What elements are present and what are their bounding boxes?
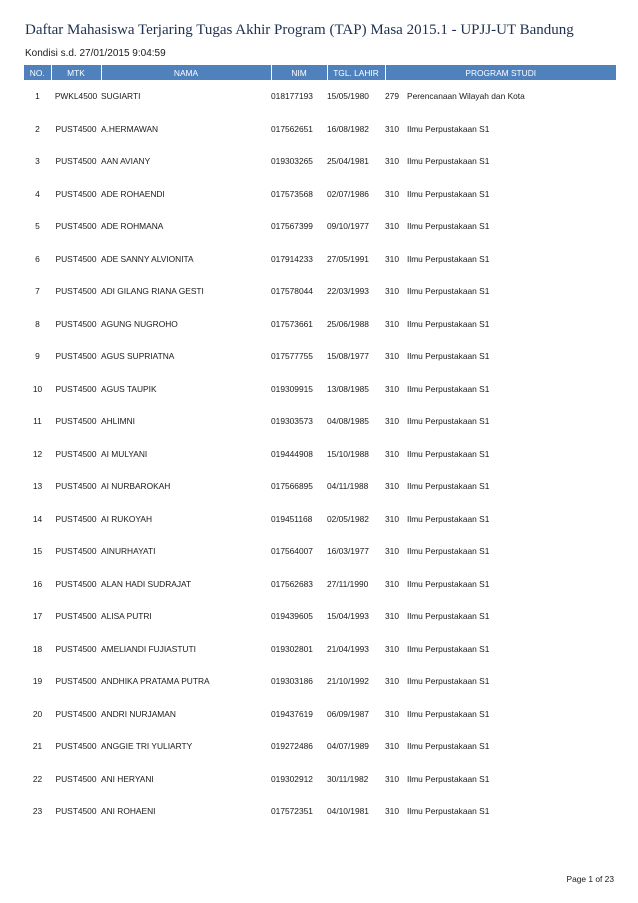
table-row <box>24 210 616 243</box>
row-number: 15 <box>32 546 43 557</box>
program-code: 310 <box>385 448 399 459</box>
row-nama: ADE ROHMANA <box>101 221 164 232</box>
row-nim: 019309915 <box>271 383 313 394</box>
table-row <box>24 763 616 796</box>
row-nim: 019303265 <box>271 156 313 167</box>
program-name: Ilmu Perpustakaan S1 <box>407 578 490 589</box>
row-tgl-lahir: 04/07/1989 <box>327 741 369 752</box>
row-nama: SUGIARTI <box>101 91 141 102</box>
column-header-nama: NAMA <box>101 65 271 80</box>
row-tgl-lahir: 13/08/1985 <box>327 383 369 394</box>
row-mtk: PUST4500 <box>55 383 97 394</box>
program-name: Ilmu Perpustakaan S1 <box>407 123 490 134</box>
row-nama: AI NURBAROKAH <box>101 481 171 492</box>
table-row <box>24 730 616 763</box>
column-header-program-studi: PROGRAM STUDI <box>385 65 616 80</box>
row-program-studi <box>385 438 616 471</box>
row-nama: AINURHAYATI <box>101 546 156 557</box>
row-number: 4 <box>35 188 40 199</box>
row-number: 2 <box>35 123 40 134</box>
program-code: 310 <box>385 806 399 817</box>
row-tgl-lahir: 15/04/1993 <box>327 611 369 622</box>
row-nama: ADE SANNY ALVIONITA <box>101 253 194 264</box>
row-nim: 017562683 <box>271 578 313 589</box>
program-code: 310 <box>385 318 399 329</box>
program-code: 310 <box>385 708 399 719</box>
row-program-studi <box>385 405 616 438</box>
row-nim: 018177193 <box>271 91 313 102</box>
row-nama: ANDHIKA PRATAMA PUTRA <box>101 676 210 687</box>
row-mtk: PUST4500 <box>55 351 97 362</box>
program-name: Ilmu Perpustakaan S1 <box>407 351 490 362</box>
row-nim: 019303186 <box>271 676 313 687</box>
program-code: 310 <box>385 676 399 687</box>
row-number: 1 <box>35 91 40 102</box>
program-name: Ilmu Perpustakaan S1 <box>407 481 490 492</box>
program-name: Ilmu Perpustakaan S1 <box>407 741 490 752</box>
row-mtk: PUST4500 <box>55 806 97 817</box>
row-nama: AMELIANDI FUJIASTUTI <box>101 643 196 654</box>
row-program-studi <box>385 210 616 243</box>
row-nama: A.HERMAWAN <box>101 123 159 134</box>
program-code: 310 <box>385 741 399 752</box>
program-name: Ilmu Perpustakaan S1 <box>407 383 490 394</box>
row-tgl-lahir: 15/05/1980 <box>327 91 369 102</box>
row-tgl-lahir: 25/06/1988 <box>327 318 369 329</box>
row-tgl-lahir: 15/10/1988 <box>327 448 369 459</box>
row-mtk: PUST4500 <box>55 221 97 232</box>
row-tgl-lahir: 27/11/1990 <box>327 578 369 589</box>
row-nim: 017914233 <box>271 253 313 264</box>
program-name: Ilmu Perpustakaan S1 <box>407 318 490 329</box>
table-row <box>24 568 616 601</box>
column-header-mtk: MTK <box>51 65 101 80</box>
program-name: Ilmu Perpustakaan S1 <box>407 773 490 784</box>
row-nama: AHLIMNI <box>101 416 135 427</box>
row-mtk: PUST4500 <box>55 416 97 427</box>
program-name: Ilmu Perpustakaan S1 <box>407 253 490 264</box>
row-tgl-lahir: 06/09/1987 <box>327 708 369 719</box>
row-nama: ADI GILANG RIANA GESTI <box>101 286 204 297</box>
table-row <box>24 275 616 308</box>
row-nama: ALISA PUTRI <box>101 611 152 622</box>
program-name: Ilmu Perpustakaan S1 <box>407 156 490 167</box>
row-nama: AGUS TAUPIK <box>101 383 157 394</box>
column-header-nim: NIM <box>271 65 327 80</box>
table-row <box>24 145 616 178</box>
row-program-studi <box>385 600 616 633</box>
row-nim: 017572351 <box>271 806 313 817</box>
program-code: 310 <box>385 773 399 784</box>
program-name: Ilmu Perpustakaan S1 <box>407 676 490 687</box>
program-code: 310 <box>385 546 399 557</box>
table-row <box>24 373 616 406</box>
row-nama: ANDRI NURJAMAN <box>101 708 176 719</box>
row-nama: AGUS SUPRIATNA <box>101 351 175 362</box>
table-row <box>24 243 616 276</box>
row-number: 14 <box>32 513 43 524</box>
program-code: 310 <box>385 123 399 134</box>
column-header-tgl-lahir: TGL. LAHIR <box>327 65 385 80</box>
row-mtk: PUST4500 <box>55 741 97 752</box>
row-number: 6 <box>35 253 40 264</box>
row-program-studi <box>385 698 616 731</box>
row-program-studi <box>385 633 616 666</box>
row-program-studi <box>385 568 616 601</box>
row-number: 23 <box>32 806 43 817</box>
row-tgl-lahir: 02/05/1982 <box>327 513 369 524</box>
program-code: 279 <box>385 91 399 102</box>
program-name: Ilmu Perpustakaan S1 <box>407 188 490 199</box>
row-nim: 019437619 <box>271 708 313 719</box>
row-nama: ANI ROHAENI <box>101 806 156 817</box>
row-tgl-lahir: 16/03/1977 <box>327 546 369 557</box>
row-number: 12 <box>32 448 43 459</box>
program-name: Ilmu Perpustakaan S1 <box>407 513 490 524</box>
row-number: 22 <box>32 773 43 784</box>
row-tgl-lahir: 22/03/1993 <box>327 286 369 297</box>
row-program-studi <box>385 665 616 698</box>
row-nim: 017577755 <box>271 351 313 362</box>
row-program-studi <box>385 243 616 276</box>
row-mtk: PUST4500 <box>55 188 97 199</box>
row-tgl-lahir: 09/10/1977 <box>327 221 369 232</box>
table-row <box>24 795 616 828</box>
program-code: 310 <box>385 221 399 232</box>
row-mtk: PWKL4500 <box>54 91 98 102</box>
row-nim: 019302801 <box>271 643 313 654</box>
row-program-studi <box>385 80 616 113</box>
table-header-row <box>24 65 616 80</box>
row-tgl-lahir: 30/11/1982 <box>327 773 369 784</box>
row-tgl-lahir: 04/11/1988 <box>327 481 369 492</box>
table-body <box>24 80 616 828</box>
program-code: 310 <box>385 286 399 297</box>
row-program-studi <box>385 730 616 763</box>
table-row <box>24 113 616 146</box>
table-row <box>24 178 616 211</box>
row-tgl-lahir: 04/10/1981 <box>327 806 369 817</box>
program-code: 310 <box>385 383 399 394</box>
row-nim: 019439605 <box>271 611 313 622</box>
row-mtk: PUST4500 <box>55 156 97 167</box>
row-nama: AGUNG NUGROHO <box>101 318 178 329</box>
row-nim: 017566895 <box>271 481 313 492</box>
program-code: 310 <box>385 253 399 264</box>
row-program-studi <box>385 795 616 828</box>
table-row <box>24 535 616 568</box>
row-number: 9 <box>35 351 40 362</box>
row-program-studi <box>385 503 616 536</box>
program-name: Ilmu Perpustakaan S1 <box>407 546 490 557</box>
table-row <box>24 600 616 633</box>
program-code: 310 <box>385 578 399 589</box>
program-code: 310 <box>385 611 399 622</box>
program-code: 310 <box>385 513 399 524</box>
row-program-studi <box>385 308 616 341</box>
row-tgl-lahir: 21/10/1992 <box>327 676 369 687</box>
row-nama: AI MULYANI <box>101 448 148 459</box>
row-program-studi <box>385 470 616 503</box>
row-number: 11 <box>33 416 42 427</box>
page-number: Page 1 of 23 <box>566 874 614 884</box>
row-number: 5 <box>35 221 40 232</box>
row-nim: 019444908 <box>271 448 313 459</box>
row-mtk: PUST4500 <box>55 318 97 329</box>
row-tgl-lahir: 25/04/1981 <box>327 156 369 167</box>
row-number: 3 <box>35 156 40 167</box>
program-code: 310 <box>385 188 399 199</box>
row-mtk: PUST4500 <box>55 643 97 654</box>
table-row <box>24 80 616 113</box>
row-mtk: PUST4500 <box>55 481 97 492</box>
row-nim: 017573661 <box>271 318 313 329</box>
row-program-studi <box>385 535 616 568</box>
table-row <box>24 405 616 438</box>
row-mtk: PUST4500 <box>55 448 97 459</box>
row-mtk: PUST4500 <box>55 513 97 524</box>
row-number: 21 <box>32 741 43 752</box>
row-program-studi <box>385 340 616 373</box>
row-number: 20 <box>32 708 43 719</box>
row-nama: ADE ROHAENDI <box>101 188 165 199</box>
row-number: 8 <box>35 318 40 329</box>
row-number: 18 <box>32 643 43 654</box>
row-mtk: PUST4500 <box>55 253 97 264</box>
row-number: 13 <box>32 481 43 492</box>
row-program-studi <box>385 373 616 406</box>
row-program-studi <box>385 178 616 211</box>
program-code: 310 <box>385 643 399 654</box>
column-header-no: NO. <box>24 65 51 80</box>
row-nama: AAN AVIANY <box>101 156 151 167</box>
program-name: Ilmu Perpustakaan S1 <box>407 806 490 817</box>
row-mtk: PUST4500 <box>55 676 97 687</box>
program-code: 310 <box>385 156 399 167</box>
row-mtk: PUST4500 <box>55 708 97 719</box>
row-tgl-lahir: 27/05/1991 <box>327 253 369 264</box>
row-number: 19 <box>32 676 43 687</box>
row-program-studi <box>385 113 616 146</box>
program-name: Ilmu Perpustakaan S1 <box>407 611 490 622</box>
program-code: 310 <box>385 351 399 362</box>
program-name: Ilmu Perpustakaan S1 <box>407 221 490 232</box>
program-code: 310 <box>385 416 399 427</box>
program-name: Ilmu Perpustakaan S1 <box>407 416 490 427</box>
row-nim: 017578044 <box>271 286 313 297</box>
program-name: Ilmu Perpustakaan S1 <box>407 286 490 297</box>
row-nim: 017564007 <box>271 546 313 557</box>
table-row <box>24 470 616 503</box>
row-mtk: PUST4500 <box>55 546 97 557</box>
row-nim: 019451168 <box>271 513 313 524</box>
row-nama: ALAN HADI SUDRAJAT <box>101 578 192 589</box>
table-row <box>24 665 616 698</box>
row-mtk: PUST4500 <box>55 611 97 622</box>
row-program-studi <box>385 145 616 178</box>
page-title: Daftar Mahasiswa Terjaring Tugas Akhir Program (TAP) Masa 2015.1 - UPJJ-UT Bandung <box>25 22 574 38</box>
row-nim: 017562651 <box>271 123 313 134</box>
table-row <box>24 438 616 471</box>
row-program-studi <box>385 275 616 308</box>
row-nim: 019303573 <box>271 416 313 427</box>
program-code: 310 <box>385 481 399 492</box>
row-mtk: PUST4500 <box>55 123 97 134</box>
program-name: Ilmu Perpustakaan S1 <box>407 448 490 459</box>
table-row <box>24 308 616 341</box>
row-nama: AI RUKOYAH <box>101 513 153 524</box>
row-tgl-lahir: 15/08/1977 <box>327 351 369 362</box>
row-nim: 017573568 <box>271 188 313 199</box>
row-tgl-lahir: 02/07/1986 <box>327 188 369 199</box>
row-number: 17 <box>32 611 43 622</box>
row-number: 10 <box>32 383 43 394</box>
row-number: 16 <box>32 578 43 589</box>
row-nama: ANI HERYANI <box>101 773 154 784</box>
row-program-studi <box>385 763 616 796</box>
program-name: Ilmu Perpustakaan S1 <box>407 643 490 654</box>
row-nim: 019302912 <box>271 773 313 784</box>
row-nama: ANGGIE TRI YULIARTY <box>101 741 193 752</box>
program-name: Ilmu Perpustakaan S1 <box>407 708 490 719</box>
row-tgl-lahir: 16/08/1982 <box>327 123 369 134</box>
row-mtk: PUST4500 <box>55 578 97 589</box>
kondisi-timestamp: Kondisi s.d. 27/01/2015 9:04:59 <box>25 48 166 59</box>
row-mtk: PUST4500 <box>55 286 97 297</box>
row-number: 7 <box>35 286 40 297</box>
table-row <box>24 698 616 731</box>
row-tgl-lahir: 04/08/1985 <box>327 416 369 427</box>
row-nim: 019272486 <box>271 741 313 752</box>
row-mtk: PUST4500 <box>55 773 97 784</box>
table-row <box>24 633 616 666</box>
table-row <box>24 340 616 373</box>
row-nim: 017567399 <box>271 221 313 232</box>
program-name: Perencanaan Wilayah dan Kota <box>407 91 525 102</box>
row-tgl-lahir: 21/04/1993 <box>327 643 369 654</box>
student-table <box>24 65 616 828</box>
table-row <box>24 503 616 536</box>
